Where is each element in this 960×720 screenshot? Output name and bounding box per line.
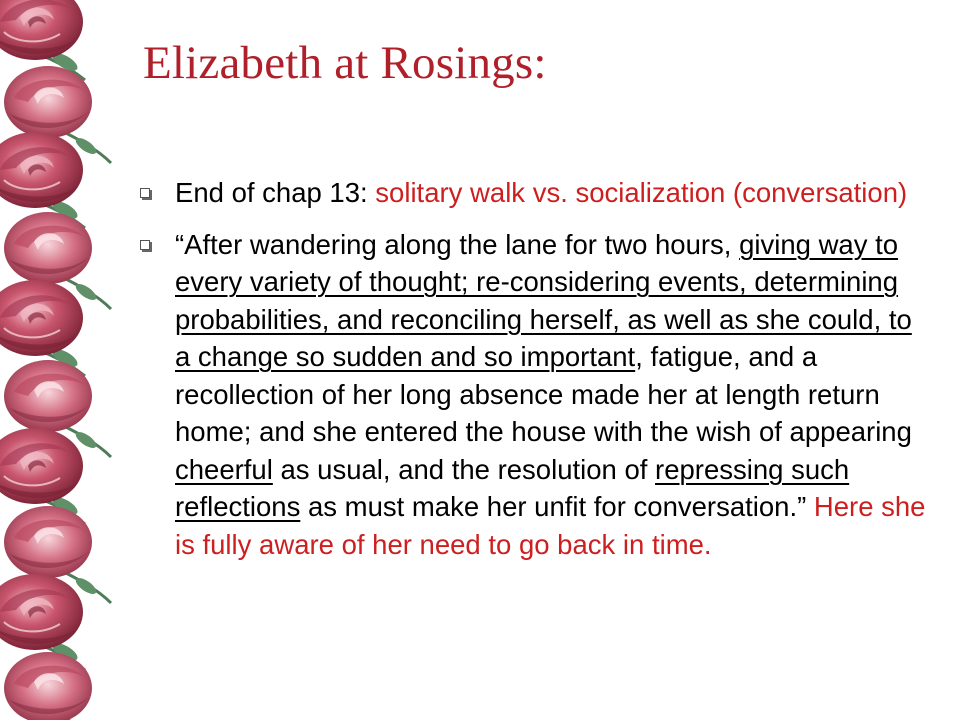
quote-text-1: “After wandering along the lane for two hours, <box>175 228 740 260</box>
square-bullet-icon <box>140 188 150 198</box>
quote-underlined-thought: giving way to every variety of thought; re-considering events, determining probabilities, and reconciling herself, as well as she could, to a change so sudden and so important <box>175 228 912 372</box>
square-bullet-icon <box>140 240 150 250</box>
quote-underlined-repressing: repressing such reflections <box>175 453 850 522</box>
bullet-item-quote <box>140 226 930 564</box>
slide-title: Elizabeth at Rosings: <box>143 37 547 89</box>
rose-border-decoration <box>0 0 130 720</box>
bullet-highlight-text: solitary walk vs. socialization (conversation) <box>375 177 908 208</box>
quote-text-4: as must make her unfit for conversation.” <box>300 491 814 522</box>
quote-text-3: as usual, and the resolution of <box>272 453 656 485</box>
bullet-item-chapter <box>140 174 930 212</box>
quote-underlined-cheerful: cheerful <box>175 453 273 485</box>
bullet-highlight-text: Here she is fully aware of her need to go back in time. <box>175 491 926 560</box>
bullet-lead-text: End of chap 13: <box>175 177 376 208</box>
bullet-list <box>140 174 930 577</box>
quote-text-2: , fatigue, and a recollection of her long absence made her at length return home; and she entered the house with the wish of appearing <box>175 341 912 447</box>
